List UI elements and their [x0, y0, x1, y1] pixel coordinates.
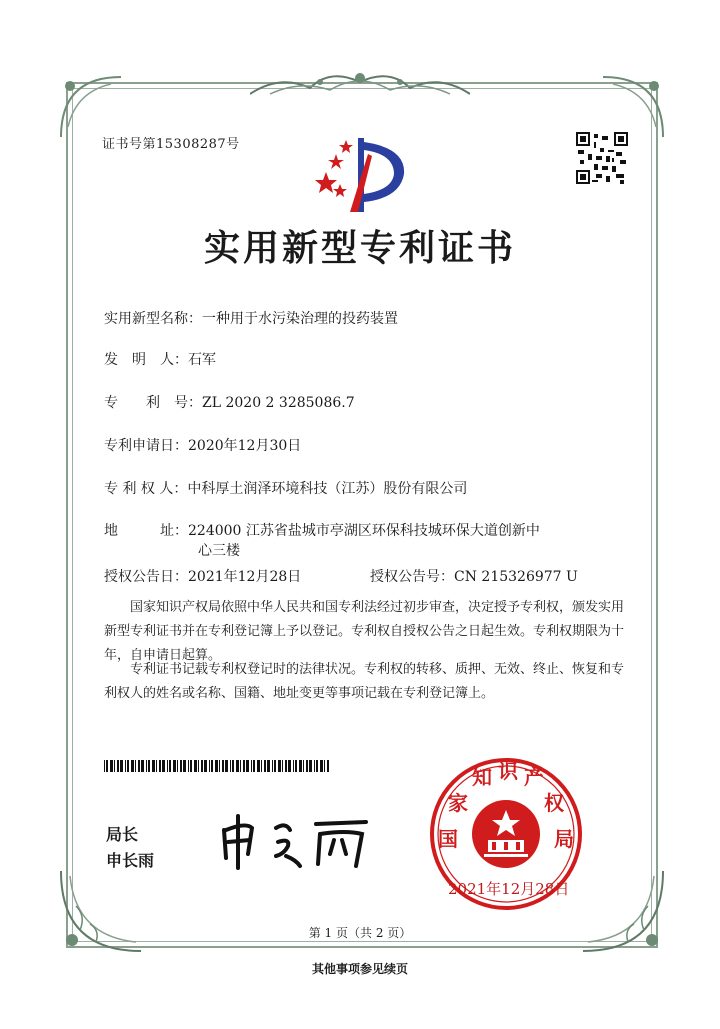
seal-date: 2021年12月28日 — [448, 880, 570, 898]
utility-name-value: 一种用于水污染治理的投药装置 — [202, 311, 398, 327]
qr-code — [576, 132, 628, 184]
address-label: 地 址： — [104, 523, 188, 539]
inventor-label: 发 明 人： — [104, 352, 188, 368]
body-paragraph-2: 专利证书记载专利权登记时的法律状况。专利权的转移、质押、无效、终止、恢复和专利权人的姓名或名称、国籍、地址变更等事项记载在专利登记簿上。 — [104, 662, 625, 701]
seal-char-4: 识 — [498, 759, 518, 783]
corner-ornament-bl — [56, 866, 146, 956]
address-row — [104, 520, 540, 540]
certificate-title: 实用新型专利证书 — [203, 227, 516, 269]
grant-date-value: 2021年12月28日 — [188, 569, 302, 585]
corner-ornament-br — [578, 866, 668, 956]
seal-char-2: 家 — [448, 791, 468, 815]
filing-date-value: 2020年12月30日 — [188, 438, 302, 454]
utility-name-row — [104, 308, 398, 328]
patentee-row — [104, 478, 467, 498]
patent-number-value: ZL 2020 2 3285086.7 — [202, 395, 355, 411]
seal-char-6: 权 — [544, 791, 564, 815]
utility-name-label: 实用新型名称： — [104, 311, 202, 327]
certificate-number: 证书号第15308287号 — [102, 137, 240, 152]
grant-number-label: 授权公告号： — [370, 569, 454, 585]
patentee-value: 中科厚土润泽环境科技（江苏）股份有限公司 — [187, 481, 468, 497]
patentee-label: 专 利 权 人： — [104, 481, 188, 497]
corner-ornament-tl — [56, 72, 126, 142]
inventor-row — [104, 349, 216, 369]
seal-char-7: 局 — [554, 827, 574, 851]
top-ornament — [250, 64, 470, 104]
signatory-position: 局长 — [106, 825, 139, 844]
address-line2-row — [198, 540, 240, 560]
grant-number-value: CN 215326977 U — [454, 569, 578, 585]
patent-number-row — [104, 392, 355, 412]
cnipa-emblem-icon — [306, 132, 416, 218]
seal-char-3: 知 — [472, 765, 492, 789]
filing-date-label: 专利申请日： — [104, 438, 188, 454]
grant-number-row — [370, 566, 578, 586]
seal-char-1: 国 — [438, 827, 458, 851]
seal-char-5: 产 — [524, 765, 544, 789]
handwritten-signature — [216, 812, 376, 872]
grant-date-label: 授权公告日： — [104, 569, 188, 585]
signatory-name: 申长雨 — [106, 851, 155, 870]
body-paragraph-1: 国家知识产权局依照中华人民共和国专利法经过初步审查，决定授予专利权，颁发实用新型专利证书并在专利登记簿上予以登记。专利权自授权公告之日起生效。专利权期限为十年，自申请日起算。 — [104, 600, 625, 663]
filing-date-row — [104, 435, 301, 455]
address-value-line1: 224000 江苏省盐城市亭湖区环保科技城环保大道创新中 — [188, 523, 540, 539]
barcode — [104, 760, 330, 772]
inventor-value: 石军 — [188, 352, 216, 368]
patent-number-label: 专 利 号： — [104, 395, 202, 411]
address-value-line2: 心三楼 — [198, 543, 240, 559]
grant-date-row — [104, 566, 301, 586]
footer-note: 其他事项参见续页 — [311, 962, 408, 976]
page-number: 第 1 页（共 2 页） — [308, 926, 412, 940]
